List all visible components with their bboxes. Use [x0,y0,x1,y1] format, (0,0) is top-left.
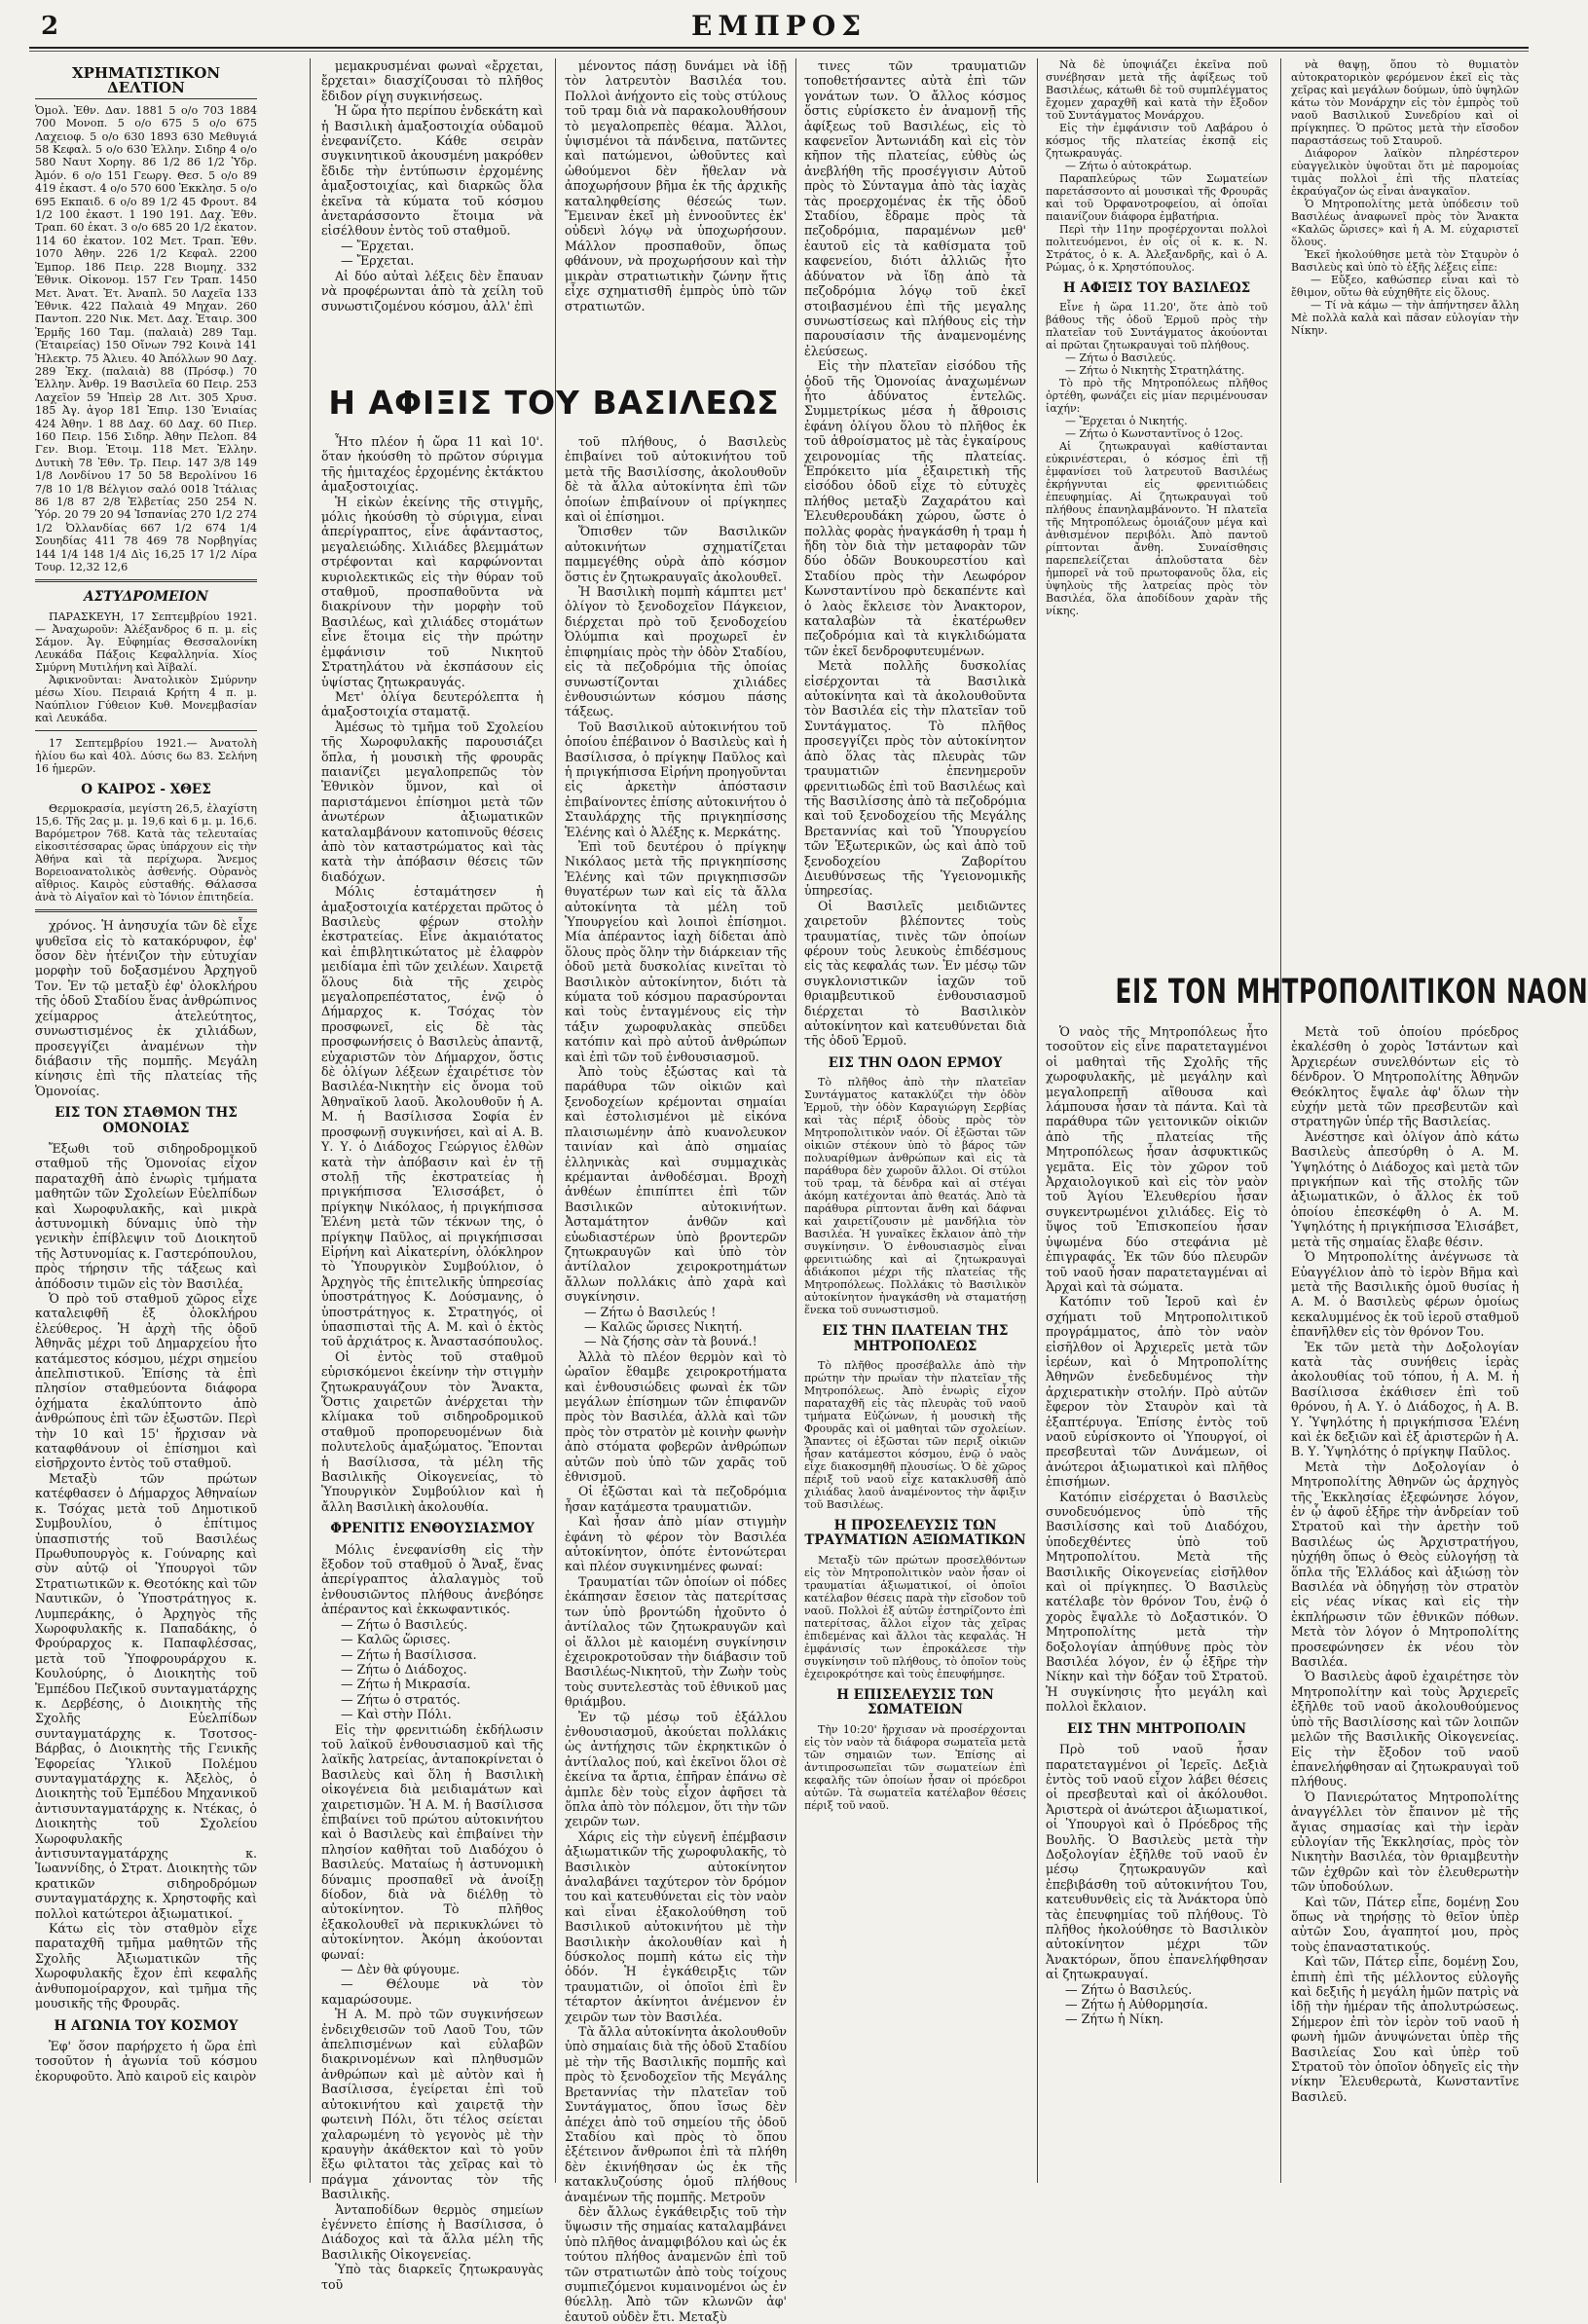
article-paragraph: Τοῦ Βασιλικοῦ αὐτοκινήτου τοῦ ὁποίου ἐπέβαινον ὁ Βασιλεὺς καὶ ἡ Βασίλισσα, ὁ πρίγκηψ Παῦλος καὶ ἡ πριγκήπισσα Εἰρήνη προηγοῦνται εἰς ἀρκετὴν ἀπόστασιν ἐπιβαίνοντες ἐπίσης αὐτοκινήτου ὁ Σταυλάρχης τῆς πριγκηπίσσης Ἑλένης καὶ ὁ Ἀλέξης κ. Μερκάτης. [565,719,787,839]
article-paragraph: Ἐκεῖ ἠκολούθησε μετὰ τὸν Σταυρὸν ὁ Βασιλεὺς καὶ ὑπὸ τὸ ἑξῆς λέξεις εἶπε: [1291,248,1519,274]
article-paragraph: Μεταξὺ τῶν πρώτων κατέφθασεν ὁ Δήμαρχος Ἀθηναίων κ. Τσόχας μετὰ τοῦ Δημοτικοῦ Συμβουλίου, ὁ ἐπίτιμος ὑπασπιστής τοῦ Βασιλέως Πρωθυπουργὸς κ. Γούναρης καὶ σὺν αὐτῷ οἱ Ὑπουργοὶ τῶν Στρατιωτικῶν κ. Θεοτόκης καὶ τῶν Ναυτικῶν, ὁ Ὑποστράτηγος κ. Λυμπεράκης, ὁ Ἀρχηγὸς τῆς Χωροφυλακῆς κ. Παπαδάκης, ὁ Φρούραρχος κ. Παπαφλέσσας, μετὰ τοῦ Ὑποφρουράρχου κ. Κουλούρης, ὁ Διοικητὴς τοῦ Ἐμπέδου Πεζικοῦ συνταγματάρχης κ. Δερβέσης, ὁ Διοικητὴς τῆς Σχολῆς Εὐελπίδων συνταγματάρχης κ. Τσοτσος-Βάρβας, ὁ Διοικητὴς τῆς Γενικῆς Ἐφορείας Ὑλικοῦ Πολέμου συνταγματάρχης κ. Ἀξελὸς, ὁ Διοικητὴς τοῦ Ἐμπέδου Μηχανικοῦ ἀντισυνταγματάρχης κ. Ντέκας, ὁ Διοικητὴς τοῦ Σχολείου Χωροφυλακῆς ἀντισυνταγματάρχης κ. Ἰωαννίδης, ὁ Στρατ. Διοικητὴς τῶν κρατικῶν σιδηροδρόμων συνταγματάρχης κ. Χρηστοφῆς καὶ πολλοὶ κατώτεροι ἀξιωματικοί. [35,1470,257,1921]
column-3 [565,434,787,2324]
article-paragraph: Ὁ Πανιερώτατος Μητροπολίτης ἀναγγέλλει τὸν ἔπαινον μὲ τῆς ἄγιας σημασίας καὶ τὴν ἱερὰν εὐλογίαν τῆς Ἐκκλησίας, πρὸς τὸν Νικητὴν Βασιλέα, τὸν θριαμβευτὴν τῶν ἐχθρῶν καὶ τὸν ἐλευθερωτὴν τῶν ὑποδούλων. [1291,1789,1519,1895]
article-paragraph: Οἱ ἐντὸς τοῦ σταθμοῦ εὑρισκόμενοι ἐκείνην τὴν στιγμὴν ζητωκραυγάζουν τὸν Ἄνακτα, Ὅστις χαιρετῶν ἀνέρχεται τὴν κλίμακα τοῦ σιδηροδρομικοῦ σταθμοῦ προπορευομένων διὰ πολυτελοῦς ἁμαξώματος. Ἔπονται ἡ Βασίλισσα, τὰ μέλη τῆς Βασιλικῆς Οἰκογενείας, τὸ Ὑπουργικὸν Συμβούλιον καὶ ἡ ἄλλη Βασιλικὴ ἀκολουθία. [321,1348,543,1514]
article-paragraph: Τὰ ἄλλα αὐτοκίνητα ἀκολουθοῦν ὑπὸ σημαίαις διὰ τῆς ὁδοῦ Σταδίου μὲ τὴν τῆς Βασιλικῆς πομπῆς καὶ πρὸς τὸ ξενοδοχεῖον τῆς Μεγάλης Βρεταννίας τὴν πλατεῖαν τοῦ Συντάγματος, ὅπου ἴσως δὲν ἀπέχει ἀπὸ τοῦ σημείου τῆς ὁδοῦ Σταδίου καὶ πρὸς τὸ ὅπου ἐξέτεινον ἄνθρωποι ἐπὶ τὰ πλήθη δὲν ἐκινήθησαν ὡς ἐκ τῆς κατακλυζούσης ὁμοῦ πλήθους ἀναμένων τῆς πομπῆς. Μετροῦν [565,2024,787,2204]
article-paragraph: Εἰς τὴν φρενιτιώδη ἐκδήλωσιν τοῦ λαϊκοῦ ἐνθουσιασμοῦ καὶ τῆς λαϊκῆς λατρείας, ἀνταποκρίνεται ὁ Βασιλεὺς καὶ ὅλη ἡ Βασιλικὴ οἰκογένεια διὰ μειδιαμάτων καὶ χαιρετισμῶν. Ἡ Α. Μ. ἡ Βασίλισσα ἐπιβαίνει τοῦ πρώτου αὐτοκινήτου καὶ ὁ Βασιλεὺς καὶ ἐπιβαίνει τὴν πλησίον καθῆται τοῦ Διαδόχου ὁ Βασιλεύς. Ματαίως ἡ ἀστυνομικὴ δύναμις προσπαθεῖ νὰ ἀνοίξῃ δίοδον, διὰ νὰ διέλθῃ τὸ αὐτοκίνητον. Τὸ πλῆθος ἐξακολουθεῖ νὰ περικυκλώνει τὸ αὐτοκίνητον. Ἀκόμη ἀκούονται φωναί: [321,1721,543,1962]
article-paragraph: Ἡ Βασιλικὴ πομπὴ κάμπτει μετ' ὀλίγον τὸ ξενοδοχεῖον Πάγκειον, διέρχεται πρὸ τοῦ ξενοδοχείου Ὀλύμπια καὶ προχωρεῖ ἐν ἐπιφημίαις πρὸς τὴν ὁδὸν Σταδίου, εἰς τὰ πεζοδρόμια τῆς ὁποίας συνωστίζονται χιλιάδες ἐνθουσιώντων κόσμου πάσης τάξεως. [565,584,787,719]
article-paragraph: Μετ' ὀλίγα δευτερόλεπτα ἡ ἁμαξοστοιχία σταματᾷ. [321,688,543,719]
article-paragraph: τινες τῶν τραυματιῶν τοποθετήσαντες αὐτὰ ἐπὶ τῶν γονάτων των. Ὁ ἄλλος κόσμος ὅστις εὑρίσκετο ἐν ἀναμονῇ τῆς ἀφίξεως τοῦ Βασιλέως, εἰς τὸ καφενεῖον Ἀντωνιάδη καὶ εἰς τὸν κῆπον τῆς πλατείας, εὐθὺς ὡς ἀνεβλήθη τῆς προσέγγισιν Αὐτοῦ πρὸς τὸ Σύνταγμα ἀπὸ τὰς ἰαχὰς τὰς προερχομένας ἐκ τῆς ὁδοῦ Σταδίου, ἔδραμε πρὸς τὰ πεζοδρόμια, παραμένων μεθ' ἑαυτοῦ εἰς τὰ καθίσματα τοῦ καφενείου, διότι ἀλλιῶς ἦτο ἀδύνατον νὰ ἴδῃ ἀπὸ τὰ πεζοδρόμια λόγῳ τοῦ ἐκεῖ στοιβασμένου ἐπὶ τῆς μεγαλης συνωστίσεως καὶ πλήθους εἰς τὴν παρουσίασιν τῆς ἀναμενομένης ἐλεύσεως. [804,58,1026,358]
newspaper-title: ΕΜΠΡΟΣ [690,10,868,42]
quote-line: — Ζήτω ἡ Νίκη. [1065,2011,1164,2027]
article-paragraph: Τὸ πλῆθος προσέβαλλε ἀπὸ τὴν πρώτην τὴν πρωΐαν τὴν πλατεῖαν τῆς Μητροπόλεως. Ἀπὸ ἐνωρὶς εἶχον παραταχθῆ εἰς τὰς πλευρὰς τοῦ ναοῦ τμήματα Εὐζώνων, ἡ μουσικὴ τῆς Φρουρᾶς καὶ οἱ μαθηταὶ τῶν σχολείων. Ἅπαντες οἱ ἐξῶσται τῶν περιξ οἰκιῶν ἦσαν κατάμεστοι κόσμου, ἐνῷ ὁ ναὸς εἶχε διακοσμηθῆ πλουσίως. Ὁ δὲ χῶρος πέριξ τοῦ ναοῦ εἶχε κατακλυσθῆ ἀπὸ χιλιάδας λαοῦ ἀναμένοντος τὴν ἄφιξιν τοῦ Βασιλέως. [804,1359,1026,1512]
article-paragraph: τοῦ πλήθους, ὁ Βασιλεὺς ἐπιβαίνει τοῦ αὐτοκινήτου τοῦ μετὰ τῆς Βασιλίσσης, ἀκολουθοῦν δὲ τὰ ἄλλα αὐτοκίνητα ἐπὶ τῶν ὁποίων ἐπιβαίνουν οἱ πρίγκηπες καὶ οἱ ἐπίσημοι. [565,434,787,525]
shipping-notice: ΠΑΡΑΣΚΕΥΗ, 17 Σεπτεμβρίου 1921.— Ἀναχωροῦν: Ἀλέξανδρος 6 π. μ. εἰς Σάμον. Ἀγ. Εὐφημίας Θεσσαλονίκη Λευκάδα Πάξοις Κεφαλληνία. Χίος Σμύρνη Μυτιλήνη καὶ Ἀϊβαλί. [35,609,257,674]
quote-line: — Ζήτω ἡ Βασίλισσα. [341,1646,477,1662]
article-paragraph: Ἡ ὥρα ἦτο περίπου ἐνδεκάτη καὶ ἡ Βασιλικὴ ἁμαξοστοιχία οὐδαμοῦ ἐνεφανίζετο. Κάθε σειρὰν συγκινητικοῦ ἀκουσμένη μακρόθεν ἔδιδε τὴν ἐντύπωσιν ἐρχομένης ἁμαξοστοιχίας, καὶ διαρκῶς ὅλα ἐκεῖνα τὰ κύματα τοῦ κόσμου ἀνεταράσσοντο ἕτοιμα νὰ εἰσέλθουν ἐντὸς τοῦ σταθμοῦ. [321,103,543,239]
divider [35,730,257,731]
quote-line: — Καὶ στὴν Πόλι. [341,1707,452,1722]
quote-line: — Καλῶς ὥρισες. [341,1632,451,1647]
heading-financial-bulletin: ΧΡΗΜΑΤΙΣΤΙΚΟΝ ΔΕΛΤΙΟΝ [35,66,257,99]
quote-line: — Καλῶς ὥρισες Νικητή. [584,1318,743,1334]
quote-line: — Ἔρχεται. [341,238,415,253]
article-paragraph: Πρὸ τοῦ ναοῦ ἦσαν παρατεταγμένοι οἱ Ἱερεῖς. Δεξιὰ ἐντὸς τοῦ ναοῦ εἶχον λάβει θέσεις οἱ πρεσβευταὶ καὶ οἱ ἀκόλουθοι. Ἀριστερὰ οἱ ἀνώτεροι ἀξιωματικοί, οἱ Ὑπουργοὶ καὶ ὁ Πρόεδρος τῆς Βουλῆς. Ὁ Βασιλεὺς μετὰ τὴν Δοξολογίαν ἐξῆλθε τοῦ ναοῦ ἐν μέσῳ ζητωκραυγῶν καὶ ἐπεβιβάσθη τοῦ αὐτοκινήτου Του, κατευθυνθεὶς εἰς τὰ Ἀνάκτορα ὑπὸ τὰς ἐπευφημίας τοῦ πλήθους. Τὸ πλῆθος ἠκολούθησε τὸ Βασιλικὸν αὐτοκίνητον μέχρι τῶν Ἀνακτόρων, ὅπου ἐπανελήφθησαν αἱ ζητωκραυγαί. [1046,1742,1268,1982]
divider [35,579,257,582]
column-5-top [1046,58,1268,964]
column-1 [35,58,257,2183]
quote-line: — Θέλουμε νὰ τὸν καμαρώσουμε. [321,1976,543,2007]
article-paragraph: Οἱ ἐξῶσται καὶ τὰ πεζοδρόμια ἦσαν κατάμεστα τραυματιῶν. [565,1484,787,1514]
quote-line: — Ζήτω ἡ Αὐθορμησία. [1065,1997,1208,2011]
shipping-notice: Ἀφικνοῦνται: Ἀνατολικὸν Σμύρνην μέσω Χίου. Πειραιά Κρήτη 4 π. μ. Ναύπλιον Γύθειον Κυθ. Μονεμβασίαν καὶ Λευκάδα. [35,673,257,724]
column-divider [310,58,311,2183]
heading-wounded-officers: Η ΠΡΟΣΕΛΕΥΣΙΣ ΤΩΝ ΤΡΑΥΜΑΤΙΩΝ ΑΞΙΩΜΑΤΙΚΩΝ [804,1518,1026,1549]
headline-metropolitan-church: ΕΙΣ ΤΟΝ ΜΗΤΡΟΠΟΛΙΤΙΚΟΝ ΝΑΟΝ [1115,973,1588,1012]
article-paragraph: Ἡ Α. Μ. πρὸ τῶν συγκινήσεων ἐνδειχθεισῶν τοῦ Λαοῦ Του, τῶν ἀπελπισμένων καὶ εὐλαβῶν διακρινομένων καὶ πληθυσμῶν ἀνθρώπων καὶ μὲ αὐτὸν καὶ ἡ Βασίλισσα, ἐγείρεται ἐπὶ τοῦ αὐτοκινήτου καὶ χαιρετᾷ τὴν φωτεινὴ Πόλι, ὅτι τέλος σείεται χαλαρωμένη τὸ γεγονὸς μὲ τὴν κραυγὴν ἀκάθεκτον καὶ τὸ γοῦν ἔξω φιλτατοι τὰς χεῖρας καὶ τὸ πράγμα χάνοντας τὸν τῆς Βασιλικῆς. [321,2007,543,2202]
quote-line: — Ζήτω ὁ Βασιλεύς. [1065,351,1176,365]
article-paragraph: Ἀνέστησε καὶ ὀλίγον ἀπὸ κάτω Βασιλεὺς ἀπεσύρθη ὁ Α. Μ. Ὑψηλότης ὁ Διάδοχος καὶ μετὰ τῶν πριγκήπων καὶ τῆς στολῆς τῶν ἀξιωματικῶν, ὁ ἄλλος ἐκ τοῦ ὁποίου ἐπεσκέφθη ὁ Α. Μ. Ὑψηλότης ἡ πριγκήπισσα Ἑλισάβετ, μετὰ τῆς σημαίας ἔλαβε θέσιν. [1291,1128,1519,1249]
column-divider [1037,58,1038,2183]
heading-omonoia-station: ΕΙΣ ΤΟΝ ΣΤΑΘΜΟΝ ΤΗΣ ΟΜΟΝΟΙΑΣ [55,1105,238,1136]
quote-line: — Ζήτω ὁ Βασιλεύς. [341,1616,468,1632]
quote-line: — Ζήτω ὁ στρατός. [341,1691,461,1707]
article-paragraph: Κατόπιν τοῦ Ἱεροῦ καὶ ἐν σχήματι τοῦ Μητροπολιτικοῦ προγράμματος, ἀπὸ τὸν ναὸν εἰσῆλθον οἱ Ἀρχιερεῖς μετὰ τῶν ἱερέων, καὶ ὁ Μητροπολίτης Ἀθηνῶν ἐνεδεδυμένος τὴν ἀρχιερατικὴν στολήν. Πρὸ αὐτῶν ἔφερον τὸν Σταυρὸν καὶ τὰ ἑξαπτέρυγα. Ἐπίσης ἐντὸς τοῦ ναοῦ εὑρίσκοντο οἱ Ὑπουργοί, οἱ πρεσβευταὶ τῶν Δυνάμεων, οἱ ἀνώτεροι ἀξιωματικοὶ καὶ πλῆθος ἐπισήμων. [1046,1294,1268,1490]
column-5 [1046,1024,1268,2183]
article-paragraph: νὰ θαψῃ, ὅπου τὸ θυμιατὸν αὐτοκρατορικὸν φερόμενον ἐκεῖ εἰς τὰς χεῖρας καὶ μεγάλων δούμων, ὑπὸ ὑψηλῶν κάτω τὸν Μονάρχην εἰς τὸν ἐμπρὸς τοῦ ναοῦ Βασιλικοῦ Συνεδρίου καὶ οἱ πρίγκηπες. Ὁ πρῶτος μετὰ τὴν εἴσοδον παραστάσεως τοῦ Σταυροῦ. [1291,58,1519,147]
article-paragraph: Ἔξωθι τοῦ σιδηροδρομικοῦ σταθμοῦ τῆς Ὁμονοίας εἶχον παραταχθῆ ἀπὸ ἐνωρὶς τμήματα μαθητῶν τῶν Σχολείων Εὐελπίδων καὶ Χωροφυλακῆς, καὶ μικρὰ ἀστυνομικὴ δύναμις ὑπὸ τὴν γενικὴν ἐπίβλεψιν τοῦ Διοικητοῦ τῆς Ἀστυνομίας κ. Γαστερόπουλου, πρὸς τήρησιν τῆς τάξεως καὶ ἀπόδοσιν τιμῶν εἰς τὸν Βασιλέα. [35,1140,257,1291]
masthead [29,8,1529,49]
heading-kings-arrival: Η ΑΦΙΞΙΣ ΤΟΥ ΒΑΣΙΛΕΩΣ [1062,280,1251,296]
divider [35,909,257,912]
quote-line: — Ἔρχεται ὁ Νικητής. [1065,415,1188,428]
article-paragraph: χρόνος. Ἡ ἀνησυχία τῶν δὲ εἶχε ψυθεῖσα εἰς τὸ κατακόρυφον, ἐφ' ὅσον δὲν ἠτένιζον τὴν εὐτυχίαν μορφὴν τοῦ δοξασμένου Ἀρχηγοῦ Τον. Ἐν τῷ μεταξὺ ἐφ' ὁλοκλήρου τῆς ὁδοῦ Σταδίου ἕνας ἀνθρώπινος χείμαρρος ἀτελεύτητος, συνωστισμένος ἐκ χιλιάδων, προσεγγίζει ἀναμένων τὴν διάβασιν τῆς πομπῆς. Μεγάλη κίνησις ἐπὶ τῆς πλατείας τῆς Ὁμονοίας. [35,918,257,1098]
heading-weather: Ο ΚΑΙΡΟΣ - ΧΘΕΣ [81,781,211,797]
article-paragraph: Ἀνταποδίδων θερμὸς σημείων ἐγέννετο ἐπίσης ἡ Βασίλισσα, ὁ Διάδοχος καὶ τὰ ἄλλα μέλη τῆς Βασιλικῆς Οἰκογενείας. [321,2201,543,2262]
quote-line: — Τί νὰ κάμω — τὴν ἀπήντησεν ἄλλη Μὲ πολλὰ καλὰ καὶ πᾶσαν εὐλογίαν τὴν Νίκην. [1291,299,1519,337]
article-paragraph: δὲν ἄλλως ἐγκάθειρξις τοῦ τὴν ὕψωσιν τῆς σημαίας καταλαμβάνει ὑπὸ πλῆθος ἀναμφιβόλου καὶ ὡς ἐκ τούτου πλήθος ἀναμενῶν ἐπὶ τοῦ τῶν στρατιωτῶν ἀπὸ τοὺς τοίχους συμπιεζόμενοι κυμαινομένοι ὡς ἐν θύελλῃ. Ἀπὸ τῶν κλωνῶν ἀφ' ἑαυτοῦ οὐδὲν ἔτι. Μεταξὺ [565,2203,787,2324]
column-3-top [565,58,787,380]
exchange-rates: Ὁμολ. Ἐθν. Δαν. 1881 5 ο/ο 703 1884 700 Μονοπ. 5 ο/ο 675 5 ο/ο 675 Λαχειοφ. 5 ο/ο 630 1893 630 Μεθυγιά 58 Κεφαλ. 5 ο/ο 630 Ἑλλην. Σιδηρ 4 ο/ο 580 Ναυτ Χορηγ. 86 1/2 86 1/2 Ὑδρ. Ἀμόν. 6 ο/ο 151 Γεωργ. Θεσ. 5 ο/ο 89 419 ἐκαστ. 4 ο/ο 570 600 Ἐκκλησ. 5 ο/ο 695 Εκπαιδ. 6 ο/ο 89 1/2 45 Φρουτ. 84 1/2 100 ἐκαστ. 1 190 191. Δαχ. Ἐθν. Τραπ. 60 ἐκατ. 3 ο/ο 685 20 1/2 ἐκατον. 114 60 ἐκατον. 102 Μετ. Τραπ. Ἐθν. 1070 Ἀθην. 226 1/2 Κεφαλ. 2200 Ἐμπορ. 186 Πειρ. 228 Βιομηχ. 332 Ἐθνικ. Οἰκονομ. 157 Γεν Τραπ. 1450 Μετ. Ἀνατ. Ἐτ. Ἀναπλ. 50 Λαχεῖα 133 Ἐθνικ. 422 Παλαιὰ 49 Μηχαν. 260 Παντοπ. 220 Νικ. Μετ. Δαχ. Ἐταιρ. 300 Ἐρμῆς 160 Ταμ. (παλαιὰ) 289 Ταμ. (Ἑταιρείας) 150 Οἴνων 792 Κοινὰ 141 Ἠλεκτρ. 75 Ἀλιευ. 40 Ἀπόλλων 90 Δαχ. 289 Ἐκχ. (παλαιὰ) 88 (Πρόσφ.) 70 Ἑλλην. Ἀνθρ. 19 Βασιλεῖα 60 Πειρ. 253 Λαχεῖον 59 Ἡπεὶρ 28 Λιτ. 305 Χρυσ. 185 Ἀγ. ἀγορ 181 Ἐπιρ. 130 Ἐνιαίας 424 Ἀθην. 1 88 Δαχ. 60 Δαχ. 60 Πιερ. 160 Πειρ. 156 Σιδηρ. Ἀθην Πελοπ. 84 Γεν. Βιομ. Ἐτοιμ. 118 Μετ. Ἐλλην. Δυτικὴ 78 Ἐθν. Τρ. Πειρ. 147 3/8 149 1/8 Λονδίνου 17 50 58 Βερολίνου 16 7/8 10 1/8 Βέλγιον σαλό 0018 Ἰτάλιας 86 1/8 87 2/8 Ἑλβετίας 250 254 Ν. Ὑόρ. 20 79 20 94 Ἰσπανίας 270 1/2 274 1/2 Ὀλλανδίας 667 1/2 674 1/4 Σουηδίας 411 78 469 78 Νορβηγίας 144 1/4 148 1/4 Δὶς 16,25 17 1/2 Λίρα Τουρ. 12,32 12,6 [35,103,257,574]
column-6-top [1291,58,1519,964]
quote-line: — Εὔξεο, καθώσπερ εἶναι καὶ τὸ ἔθιμον, οὕτω θὰ εὐχηθῆτε εἰς ὅλους. [1291,274,1519,299]
article-paragraph: Αἱ δύο αὐταὶ λέξεις δὲν ἔπαυαν νὰ προφέρωνται ἀπὸ τὰ χείλη τοῦ συνωστιζομένου κόσμου, ἀλλ' ἐπὶ [321,268,543,314]
article-paragraph: Ὁ Βασιλεὺς ἀφοῦ ἐχαιρέτησε τὸν Μητροπολίτην καὶ τοὺς Ἀρχιερεῖς ἐξῆλθε τοῦ ναοῦ ἀκολουθούμενος ὑπὸ τῆς Βασιλίσσης καὶ τῶν λοιπῶν μελῶν τῆς Βασιλικῆς Οἰκογενείας. Εἰς τὴν ἔξοδον τοῦ ναοῦ ἐπανελήφθησαν αἱ ζητωκραυγαὶ τοῦ πλήθους. [1291,1669,1520,1789]
article-paragraph: μεμακρυσμέναι φωναὶ «ἔρχεται, ἔρχεται» διασχίζουσαι τὸ πλῆθος ἔδιδον ρίγη συγκινήσεως. [321,58,543,103]
article-paragraph: Ὁ ναὸς τῆς Μητροπόλεως ἦτο τοσοῦτον εἰς εἶνε παρατεταγμένοι οἱ μαθηταὶ τῆς Σχολῆς τῆς χωροφυλακῆς, μὲ μεγάλην καὶ μεγαλοπρεπῆ αἴθουσα καὶ λάμπουσα ἦσαν τὰ πάντα. Καὶ τὰ παράθυρα τῶν γειτονικῶν οἰκιῶν ἀπὸ τῆς πλατείας τῆς Μητροπόλεως ἦσαν ἀσφυκτικῶς γεμᾶτα. Εἰς τὸν χῶρον τοῦ Ἀρχαιολογικοῦ καὶ εἰς τὸν ναὸν τοῦ Ἁγίου Ἐλευθερίου ἦσαν συγκεντρωμένοι χιλιάδες. Εἰς τὸ ὕψος τοῦ Ἐπισκοπείου ἦσαν ὑψωμένα δύο στεφάνια μὲ ἐπιγραφάς. Ἐκ τῶν δύο πλευρῶν τοῦ ναοῦ ἦσαν παρατεταγμέναι αἱ Ἀρχαὶ καὶ τὰ σώματα. [1046,1024,1268,1294]
article-paragraph: Καὶ τῶν, Πάτερ εἶπε, δομένῃ Σου, ἐπιπὴ ἐπὶ τῆς μέλλοντος εὐλογῆς καὶ δεξιῆς ἡ μεγάλη ἡμῶν πατρὶς νὰ ἰδῇ τὴν ἡμέραν τῆς ἀπολυτρώσεως. Σήμερον ἐπὶ τὸν ἱερὸν τοῦ ναοῦ ἡ φωνὴ ἡμῶν ἀνυψώνεται ὑπὲρ τῆς Βασιλείας Σου καὶ ὑπὲρ τοῦ Στρατοῦ τὸν ὁποῖον ὁδηγεῖς εἰς τὴν νίκην Ἐλευθερωτὰ, Κωνσταντῖνε Βασιλεῦ. [1291,1954,1519,2104]
article-paragraph: Μόλις ἐσταμάτησεν ἡ ἁμαξοστοιχία κατέρχεται πρῶτος ὁ Βασιλεὺς φέρων στολὴν ἐκστρατείας. Εἶνε ἀκμαιότατος καὶ ἐπιβλητικώτατος μὲ ἐλαφρὸν μειδίαμα ἐπὶ τῶν χειλέων. Χαιρετᾷ ὅλους διὰ τῆς χειρὸς μεγαλοπρεπέστατος, ἐνῷ ὁ Δήμαρχος κ. Τσόχας τὸν προσφωνεῖ, εἰς δὲ τὰς προσφωνήσεις ὁ Βασιλεὺς ἀπαντᾷ, εὐχαριστῶν τὸν Δήμαρχον, ὅστις δὲ ὁλίγων λέξεων ἐχαιρέτισε τὸν Βασιλέα-Νικητὴν εἰς ὄνομα τοῦ Ἀθηναϊκοῦ λαοῦ. Ἀκολουθοῦν ἡ Α. Μ. ἡ Βασίλισσα Σοφία ἐν προσφωνῇ συγκινήσει, καὶ αἱ Α. Β. Υ. Υ. ὁ Διάδοχος Γεώργιος ἐλθὼν κατὰ τὴν ἀπόβασιν καὶ ἐν τῇ στολῇ τῆς ἐκστρατείας ἡ πριγκήπισσα Ἐλισσάβετ, ὁ πρίγκηψ Νικόλαος, ἡ πριγκήπισσα Ἑλένη μετὰ τῶν τέκνων της, ὁ πρίγκηψ Παῦλος, αἱ πριγκήπισσαι Εἰρήνη καὶ Αἰκατερίνη, ὁλόκληρον τὸ Ὑπουργικὸν Συμβούλιον, ὁ Ἀρχηγὸς τῆς ἐπιτελικῆς ὑπηρεσίας ὑποστράτηγος Κ. Δούσμανης, ὁ ὑποστράτηγος κ. Στρατηγός, οἱ ὑπασπισταὶ τῆς Α. Μ. καὶ ὁ ἐκτὸς τοῦ ἀρχιάτρος κ. Ἀναστασόπουλος. [321,884,543,1349]
weather-report: Θερμοκρασία, μεγίστη 26,5, ἐλαχίστη 15,6. Τῆς 2ας μ. μ. 19,6 καὶ 6 μ. μ. 16,6. Βαρόμετρον 768. Κατὰ τὰς τελευταίας εἰκοσιτέσσαρας ὥρας ὑπάρχουν εἰς τὴν Ἀθήνα καὶ τὰ περίχωρα. Ἄνεμος Βορειοανατολικὸς ἀσθενής. Οὐρανὸς αἴθριος. Καιρὸς εὐσταθής. Θάλασσα ἀνὰ τὸ Αἰγαῖον καὶ τὸ Ἰόνιον ἐπιτηδεία. [35,802,257,904]
quote-line: — Ζήτω ὁ Βασιλεύς. [1065,1981,1193,1997]
heading-frenzy: ΦΡΕΝΙΤΙΣ ΕΝΘΟΥΣΙΑΣΜΟΥ [330,1521,535,1537]
article-paragraph: Ἀπὸ τοὺς ἐξώστας καὶ τὰ παράθυρα τῶν οἰκιῶν καὶ ξενοδοχείων κρέμονται σημαίαι καὶ ἐστολισμένοι μὲ εἰκόνα πλαισιωμένην ἀπὸ κυανολευκον ταινίαν καὶ ἀπὸ σημαίας ἑλληνικὰς καὶ συμμαχικὰς κρέμανται ἀνθοδέσμαι. Βροχὴ ἀνθέων ἐπιπίπτει ἐπὶ τῶν Βασιλικῶν αὐτοκινήτων. Ἀσταμάτητον ἀνθῶν καὶ εὐωδιαστέρων ὑπὸ βροντερῶν ζητωκραυγῶν καὶ ὑπὸ τὸν ἀντίλαλον χειροκροτημάτων ἄλλων πολλάκις ἀπὸ χαρὰ καὶ συγκίνησιν. [565,1064,787,1305]
article-paragraph: Ὁ Μητροπολίτης μετὰ ὑπόδεσιν τοῦ Βασιλέως ἀναφωνεῖ πρὸς τὸν Ἄνακτα «Καλῶς ὥρισες» καὶ ἡ Α. Μ. εὐχαριστεῖ ὅλους. [1291,198,1519,248]
column-6 [1291,1024,1519,2183]
article-paragraph: Νὰ δὲ ὑποψιάζει ἐκεῖνα ποῦ συνέβησαν μετὰ τῆς ἀφίξεως τοῦ Βασιλέως, κάτωθι δὲ τοῦ συμπλέγματος ἔχομεν χαραχθῆ καὶ κατὰ τὴν ἔξοδον τοῦ Συντάγματος Μονάρχου. [1046,58,1268,122]
almanac-notice: 17 Σεπτεμβρίου 1921.— Ἀνατολὴ ἡλίου 6ω καὶ 40λ. Δύσις 6ω 83. Σελήνη 16 ἡμερῶν. [35,736,257,775]
article-paragraph: Εἶνε ἡ ὥρα 11.20', ὅτε ἀπὸ τοῦ βάθους τῆς ὁδοῦ Ἑρμοῦ πρὸς τὴν πλατεῖαν τοῦ Συντάγματος ἀκούονται αἱ πρῶται ζητωκραυγαὶ τοῦ πλήθους. [1046,301,1268,352]
column-2-top [321,58,543,380]
quote-line: — Ζήτω ὁ Βασιλεύς ! [584,1304,717,1319]
article-paragraph: Μετὰ τοῦ ὁποίου πρόεδρος ἐκαλέσθη ὁ χορὸς Ἰστάντων καὶ Ἀρχιερέων συνελθόντων εἰς τὸ δένδρον. Ὁ Μητροπολίτης Ἀθηνῶν Θεόκλητος ἔψαλε ἀφ' ὅλων τὴν εὐχήν μετὰ τῶν πρεσβευτῶν καὶ στρατηγῶν ὑπέρ τῆς Βασιλείας. [1291,1024,1519,1129]
article-paragraph: Μόλις ἐνεφανίσθη εἰς τὴν ἔξοδον τοῦ σταθμοῦ ὁ Ἄναξ, ἕνας ἀπερίγραπτος ἀλαλαγμὸς τοῦ ἐνθουσιῶντος πλήθους ἀνεβόησε ἀπέραντος καὶ ἐκκωφαντικός. [321,1541,543,1617]
article-paragraph: Τὴν 10:20' ἤρχισαν νὰ προσέρχονται εἰς τὸν ναὸν τὰ διάφορα σωματεῖα μετὰ τῶν σημαιῶν των. Ἐπίσης αἱ ἀντιπροσωπεῖαι τῶν σωματείων ἐπὶ κεφαλῆς τῶν ὁποίων ἦσαν οἱ πρόεδροι αὐτῶν. Τὰ σωματεῖα κατέλαβον θέσεις πέριξ τοῦ ναοῦ. [804,1722,1026,1812]
heading-crowd-agony: Η ΑΓΩΝΙΑ ΤΟΥ ΚΟΣΜΟΥ [54,2017,239,2034]
quote-line: — Ζήτω ὁ Νικητὴς Στρατηλάτης. [1065,364,1245,378]
quote-line: — Ζήτω ὁ Διάδοχος. [341,1661,467,1677]
column-divider [555,58,556,2183]
page-number: 2 [41,12,59,41]
article-paragraph: Ἡ εἰκὼν ἐκείνης τῆς στιγμῆς, μόλις ἠκούσθη τὸ σύριγμα, εἶναι ἀπερίγραπτος, εἶνε ἀφάνταστος, μεγαλειώδης. Χιλιάδες βλεμμάτων στρέφονται καὶ καρφώνονται κυριολεκτικῶς εἰς τὴν θύραν τοῦ σταθμοῦ, προσπαθοῦντα νὰ διακρίνουν τὴν μορφὴν τοῦ Βασιλέως, καὶ χιλιάδες στομάτων εἶνε ἕτοιμα εἰς τὴν πρώτην ἐμφάνισιν τοῦ Νικητοῦ Στρατηλάτου νὰ ἐκσπάσουν εἰς ὑψίστας ζητωκραυγάς. [321,494,543,689]
quote-line: — Ζήτω ὁ Κωνσταντῖνος ὁ 12ος. [1065,427,1243,441]
quote-line: — Ἔρχεται. [341,253,415,269]
article-paragraph: Οἱ Βασιλεῖς μειδιῶντες χαιρετοῦν βλέποντες τοὺς τραυματίας, τινὲς τῶν ὁποίων φέρουν τοὺς λευκοὺς ἐπιδέσμους εἰς τὰς κεφαλάς των. Ἐν μέσῳ τῶν συγκλονιστικῶν ἰαχῶν τοῦ θριαμβευτικοῦ ἐνθουσιασμοῦ διέρχεται τὸ Βασιλικὸν αὐτοκίνητον καὶ κατευθύνεται διὰ τῆς ὁδοῦ Ἑρμοῦ. [804,898,1026,1049]
article-paragraph: Τὸ πρὸ τῆς Μητροπόλεως πλῆθος ὀρτέθη, φωνάζει εἰς μίαν περιμένουσαν ἰαχήν: [1046,377,1268,416]
column-divider [1280,58,1281,2183]
headline-kings-arrival: Η ΑΦΙΞΙΣ ΤΟΥ ΒΑΣΙΛΕΩΣ [328,384,780,422]
quote-line: — Ζήτω ἡ Μικρασία. [341,1677,471,1692]
article-paragraph: μένοντος πάσῃ δυνάμει νὰ ἰδῇ τὸν λατρευτὸν Βασιλέα του. Πολλοὶ ἀνήχοντο εἰς τοὺς στύλους τοῦ τραμ διὰ νὰ παρακολουθήσουν τὸ μεγαλοπρεπὲς θέαμα. Ἄλλοι, ὑψισμένοι τὰ πάνδεινα, πατῶντες καὶ πατώμενοι, ὠθοῦντες καὶ ὠθούμενοι δὲν ἤθελαν νὰ ἀποχωρήσουν βῆμα ἐκ τῆς ἀρχικῆς καταληφθείσης θέσεώς των. Ἔμειναν ἐκεῖ μὴ ἐννοοῦντες ἐκ' οὐδενὶ λόγῳ νὰ ὑποχωρήσουν. Μάλλον προσπαθοῦν, ὅπως φθάνουν, νὰ προχωρήσουν καὶ τὴν μικρὰν στρατιωτικὴν ζώνην ἥτις εἶχε σχηματισθῆ ἐμπρὸς ὑπὸ τῶν στρατιωτῶν. [565,58,787,314]
article-paragraph: Περὶ τὴν 11ην προσέρχονται πολλοὶ πολιτευόμενοι, ἐν οἷς οἱ κ. κ. Ν. Στράτος, ὁ κ. Α. Ἀλεξανδρῆς, καὶ ὁ Α. Ρώμας, ὁ κ. Χρηστόπουλος. [1046,223,1268,274]
article-paragraph: Ὅπισθεν τῶν Βασιλικῶν αὐτοκινήτων σχηματίζεται παμμεγέθης οὐρὰ ἀπὸ κόσμον ὅστις ἐν ζητωκραυγαῖς ἀκολουθεῖ. [565,524,787,584]
article-paragraph: Ἐκ τῶν μετὰ τὴν Δοξολογίαν κατὰ τὰς συνήθεις ἱερὰς ἀκολουθίας τοῦ τόπου, ἡ Α. Μ. ἡ Βασίλισσα ἐκάθισεν ἐπὶ τοῦ θρόνου, ἡ Α. Υ. ὁ Διάδοχος, ἡ Α. Β. Υ. Ὑψηλότης ἡ πριγκήπισσα Ἑλένη καὶ ἐκ δεξιῶν καὶ ἐξ ἀριστερῶν ἡ Α. Β. Υ. Ὑψηλότης ὁ πρίγκηψ Παῦλος. [1291,1339,1519,1459]
article-paragraph: Ὁ πρὸ τοῦ σταθμοῦ χῶρος εἶχε καταλειφθῆ ἐξ ὁλοκλήρου ἐλεύθερος. Ἡ ἀρχὴ τῆς ὁδοῦ Ἀθηνᾶς μέχρι τοῦ Δημαρχείου ἦτο κατάμεστος κόσμου, μέχρι σημείου ἀπελπιστικοῦ. Ἐπίσης τὰ ἐπὶ πλησίον σταθμεύοντα διάφορα ὀχήματα ἐκαλύπτοντο ἀπὸ ἀνθρώπους ἐπὶ τῶν ἐξωστῶν. Περὶ τὴν 10 καὶ 15' ἤρχισαν νὰ καταφθάνουν οἱ ἐπίσημοι καὶ εἰσῆρχοντο ἐντὸς τοῦ σταθμοῦ. [35,1291,257,1471]
quote-line: — Ζήτω ὁ αὐτοκράτωρ. [1065,160,1193,172]
article-paragraph: Ἦτο πλέον ἡ ὥρα 11 καὶ 10'. ὅταν ἠκούσθη τὸ πρῶτον σύριγμα τῆς ἡμιταχέος ἐρχομένης ἐκτάκτου ἁμαξοστοιχίας. [321,434,543,495]
article-paragraph: Ἀλλὰ τὸ πλέον θερμὸν καὶ τὸ ὡραῖον ἔθαμβε χειροκροτήματα καὶ ἐνθουσιώδεις φωναὶ ἐκ τῶν μεγάλων ἐπίσημων τῶν ἐπιφανῶν πρὸς τὸν Βασιλέα, ἀλλὰ καὶ τῶν πρὸς τὸν στρατὸν μὲ κοινὴν φωνὴν ἀπὸ στόματα φοβερῶν ἀνθρώπων αὐτῶν ποὺ ὑπὸ τῶν χαρᾶς τοῦ ἐθνισμοῦ. [565,1348,787,1485]
article-paragraph: Κατόπιν εἰσέρχεται ὁ Βασιλεὺς συνοδευόμενος ὑπὸ τῆς Βασιλίσσης καὶ τοῦ Διαδόχου, ὑποδεχθέντες ὑπὸ τοῦ Μητροπολίτου. Μετὰ τῆς Βασιλικῆς Οἰκογενείας εἰσῆλθον καὶ οἱ πρίγκηπες. Ὁ Βασιλεὺς κατέλαβε τὸν θρόνον Του, ἐνῷ ὁ χορὸς ἔψαλλε τὸ Δοξαστικόν. Ὁ Μητροπολίτης μετὰ τὴν δοξολογίαν ἀπηύθυνε πρὸς τὸν Βασιλέα λόγον, ἐν ᾧ ἐξῆρε τὴν Νίκην καὶ τὴν δόξαν τοῦ Στρατοῦ. Ἡ συγκίνησις ἦτο μεγάλη καὶ πολλοὶ ἔκλαιον. [1046,1489,1268,1715]
article-paragraph: Ὑπὸ τὰς διαρκεῖς ζητωκραυγὰς τοῦ [321,2262,543,2292]
article-paragraph: Παραπλεύρως τῶν Σωματείων παρετάσσοντο αἱ μουσικαὶ τῆς Φρουρᾶς καὶ τοῦ Ὀρφανοτροφείου, αἱ ὁποῖαι παιανίζουν διάφορα ἐμβατήρια. [1046,172,1268,223]
article-paragraph: Μεταξὺ τῶν πρώτων προσελθόντων εἰς τὸν Μητροπολιτικὸν ναὸν ἦσαν οἱ τραυματίαι ἀξιωματικοί, οἱ ὁποῖοι κατέλαβον θέσεις παρὰ τὴν εἴσοδον τοῦ ναοῦ. Πολλοὶ ἐξ αὐτῶν ἐστηρίζοντο ἐπὶ πατερίτσας, ἄλλοι εἶχον τὰς χεῖρας ἐπιδεμένας καὶ ἄλλοι τὰς κεφαλάς. Ἡ ἐμφάνισίς των ἐπροκάλεσε τὴν συγκίνησιν τοῦ πλήθους, τὸ ὁποῖον τοὺς ἐχειροκρότησε καὶ τοὺς ἐπευφήμησε. [804,1553,1026,1680]
column-2 [321,434,543,2292]
heading-metropolis-square: ΕΙΣ ΤΗΝ ΠΛΑΤΕΙΑΝ ΤΗΣ ΜΗΤΡΟΠΟΛΕΩΣ [822,1323,1009,1354]
article-paragraph: Καὶ τῶν, Πάτερ εἶπε, δομένῃ Σου ὅπως νὰ τηρήσῃς τὸ θεῖον ὑπὲρ αὐτῶν Σου, ἀγαπητοί μου, πρὸς τοὺς ἐπαναστατικούς. [1291,1894,1519,1954]
article-paragraph: Ἐπὶ τοῦ δευτέρου ὁ πρίγκηψ Νικόλαος μετὰ τῆς πριγκηπίσσης Ἑλένης καὶ τῶν πριγκηπισσῶν θυγατέρων των καὶ εἰς τὰ ἄλλα αὐτοκίνητα τὰ μέλη τοῦ Ὑπουργείου καὶ λοιποὶ ἐπίσημοι. Μία ἀπέραντος ἰαχὴ δίδεται ἀπὸ ὅλους πρὸς ὅλην τὴν διάρκειαν τῆς ὁδοῦ μετὰ δυσκολίας κινεῖται τὸ Βασιλικὸν αὐτοκίνητον, διότι τὰ κύματα τοῦ κόσμου παρασύρονται καὶ τοὺς ἐνταγμένους εἰς τὴν τάξιν χωροφυλακὰς σπεῦδει κατόπιν καὶ πρὸ αὐτοῦ ἀνθρώπων καὶ ἐπὶ τῶν τοῦ ἐνθουσιασμοῦ. [565,838,787,1064]
quote-line: — Νὰ ζήσης σὰν τὰ βουνά.! [584,1334,757,1349]
article-paragraph: Χάρις εἰς τὴν εὐγενῆ ἐπέμβασιν ἀξιωματικῶν τῆς χωροφυλακῆς, τὸ Βασιλικὸν αὐτοκίνητον ἀναλαβάνει ταχύτερον τὸν δρόμον του καὶ κατευθύνεται εἰς τὸν ναὸν καὶ εἶναι ἐξακολούθηση τοῦ Βασιλικοῦ αὐτοκινήτου μὲ τὴν Βασιλικὴν ἀκολουθίαν καὶ ἡ δύσκολος πομπὴ κάτω εἰς τὴν ὁδόν. Ἡ ἐγκάθειρξις τῶν τραυματιῶν, οἱ ὁποῖοι ἐπὶ ἓν τέταρτον ἀκίνητοι ἀνέμενον ἐν χειρῶν των τὸν Βασιλέα. [565,1828,787,2024]
article-paragraph: Τὸ πλῆθος ἀπὸ τὴν πλατεῖαν Συντάγματος κατακλύζει τὴν ὁδὸν Ἑρμοῦ, τὴν ὁδὸν Καραγιώργη Σερβίας καὶ τὰς πέριξ ὁδοὺς πρὸς τὸν Μητροπολιτικὸν ναόν. Οἱ ἐξῶσται τῶν οἰκιῶν στέκουν ὑπὸ τὸ βάρος τῶν πολυαρίθμων ἀνθρώπων καὶ εἰς τὰ παράθυρα δὲν χωροῦν ἄλλοι. Οἱ στύλοι τοῦ τραμ, τὰ δένδρα καὶ αἱ στέγαι ἀκόμη κατέχονται ἀπὸ θεατάς. Ἀπὸ τὰ παράθυρα ρίπτονται ἄνθη καὶ δάφναι καὶ χαιρετίζουσιν μὲ μανδήλια τὸν Βασιλέα. Ἡ γυναῖκες ἔκλαιον ἀπὸ τὴν συγκίνησιν. Ὁ ἐνθουσιασμὸς εἶναι φρενιτιώδης καὶ αἱ ζητωκραυγαὶ ἀδιάκοποι μέχρι τῆς πλατείας τῆς Μητροπόλεως. Πολλάκις τὸ Βασιλικὸν αὐτοκίνητον ἠναγκάσθη νὰ σταματήσῃ ἕνεκα τοῦ συνωστισμοῦ. [804,1076,1026,1317]
quote-line: — Δὲν θὰ φύγουμε. [341,1962,461,1977]
heading-at-metropolis: ΕΙΣ ΤΗΝ ΜΗΤΡΟΠΟΛΙΝ [1067,1720,1246,1737]
article-paragraph: Διάφορον λαϊκὸν πληρέστερον εὐαγγελικὸν ὑψοῦται ὅτι μὲ παρομοίας τιμὰς πολλοὶ ἐπὶ τῆς πλατείας ἐκραύγαζον ὡς εἶναι ἀναγκαῖον. [1291,147,1519,198]
article-paragraph: Ὁ Μητροπολίτης ἀνέγνωσε τὰ Εὐαγγέλιον ἀπὸ τὸ ἱερὸν Βῆμα καὶ μετὰ τῆς Βασιλικῆς ὁμοῦ θυσίας ἡ Α. Μ. ὁ Βασιλεὺς φέρων ὁμοίως κεκαλυμμένος ἐκ τοῦ ἱεροῦ σταθμοῦ ἐπανῆλθεν εἰς τὸν θρόνον Του. [1291,1249,1519,1340]
article-paragraph: Ἀμέσως τὸ τμῆμα τοῦ Σχολείου τῆς Χωροφυλακῆς παρουσιάζει ὅπλα, ἡ μουσικὴ τῆς φρουρᾶς παιανίζει μεγαλοπρεπῶς τὸν Ἐθνικὸν ὕμνον, καὶ οἱ παριστάμενοι ἐπίσημοι μετὰ τῶν ἀνωτέρων ἀξιωματικῶν καταλαμβάνουν κατοπινοῦς θέσεις ἀπὸ τὸν καταστρώματος καὶ τὰς κατὰ τὴν ἀπόβασιν θέσεις τῶν διαδόχων. [321,719,543,884]
column-4 [804,58,1026,2183]
article-paragraph: Εἰς τὴν πλατεῖαν εἰσόδου τῆς ὁδοῦ τῆς Ὁμονοίας ἀναχωμένων ἦτο ἀδύνατος ἐντελῶς. Συμμετρίκως μέσα ἡ ἄθροισις ἐφάνη ὀλίγου ὅλου τὸ πλῆθος ἐκ τοῦ ἀθροίσματος μὲ τὰς ἐγκαίρους χειρονομίας τῆς πλατείας. Ἐπρόκειτο μία ἐξαιρετικὴ τῆς εἰσόδου ὁδοῦ εἶχε τὸ εὐτυχὲς πλήθος μεταξὺ Ζαχαράτου καὶ Ἑλευθερουδάκη χώρου, ὥστε ὁ πολλὰς φορὰς ἠναγκάσθη ἡ τραμ ἡ ἤδη τὸν διὰ τὴν μεταφορὰν τῶν δύο ὁδῶν Βουκουρεστίου καὶ Σταδίου πρὸς τὴν Λεωφόρον Κωνσταντίνου πρὸ δεκαπέντε καὶ ὁ λαὸς ἕκλεισε τὸν Ἀνακτορον, καταλαβὼν τὰ ἑκατέρωθεν πεζοδρόμια καὶ τὰ κιγκλιδώματα τῶν ἐκεῖ δενδροφυτευμένων. [804,358,1026,658]
column-divider [795,58,796,2183]
article-paragraph: Ἐν τῷ μέσῳ τοῦ ἐξάλλου ἐνθουσιασμοῦ, ἀκούεται πολλάκις ὡς ἀντήχησις τῶν ἐκρηκτικῶν ὁ ἀντίλαλος πού, καὶ ἐκεῖνοι ὅλοι σὲ ἐκείνα τα ἄρτια, ἐπῆραν ἐπάνω σὲ ἀμπλε δὲν τοὺς εἶχον ἀφῆσει τὰ ὅπλα ἀπὸ τὸν πόλεμον, ὅτι τὴν τῶν χειρῶν των. [565,1709,787,1829]
article-paragraph: Εἰς τὴν ἐμφάνισιν τοῦ Λαβάρου ὁ κόσμος τῆς πλατείας ἐκσπᾷ εἰς ζητωκραυγάς. [1046,122,1268,160]
heading-post-office: ΑΣΤΥΔΡΟΜΕΙΟΝ [84,589,208,606]
article-paragraph: Μετὰ τὴν Δοξολογίαν ὁ Μητροπολίτης Ἀθηνῶν ὡς ἀρχηγὸς τῆς Ἐκκλησίας ἐξεφώνησε λόγον, ἐν ᾧ ἀφοῦ ἐξῆρε τὴν ἀνδρείαν τοῦ Στρατοῦ καὶ τὴν ἀρετὴν τοῦ Βασιλέως ὡς Ἀρχιστρατήγου, ηὐχήθη ὅπως ὁ Θεὸς εὐλογήσῃ τὰ ὅπλα τῆς Ἑλλάδος καὶ ἀξιώσῃ τὸν Βασιλέα νὰ ὁδηγήσῃ τὸν στρατὸν εἰς νέας νίκας καὶ εἰς τὴν ἐκπλήρωσιν τῶν ἐθνικῶν πόθων. Μετὰ τὸν λόγον ὁ Μητροπολίτης προσεφώνησεν ἐκ νέου τὸν Βασιλέα. [1291,1458,1519,1670]
article-paragraph: Κάτω εἰς τὸν σταθμὸν εἶχε παραταχθῆ τμῆμα μαθητῶν τῆς Σχολῆς Ἀξιωματικῶν τῆς Χωροφυλακῆς ἔχον ἐπὶ κεφαλῆς ἀνθυπομοίραρχον, καὶ τμῆμα τῆς μουσικῆς τῆς Φρουρᾶς. [35,1921,257,2011]
heading-ermou-street: ΕΙΣ ΤΗΝ ΟΔΟΝ ΕΡΜΟΥ [828,1054,1003,1071]
article-paragraph: Καὶ ἦσαν ἀπὸ μίαν στιγμὴν ἐφάνη τὸ φέρον τὸν Βασιλέα αὐτοκίνητον, ὁπότε ἐντονώτεραι καὶ πλέον συγκινημένες φωναί: [565,1514,787,1574]
article-paragraph: Αἱ ζητωκραυγαὶ καθίστανται εὐκρινέστεραι, ὁ κόσμος ἐπὶ τῇ ἐμφανίσει τοῦ λατρευτοῦ Βασιλέως ἐκρήγνυται εἰς φρενιτιώδεις ἐπευφημίας. Αἱ ζητωκραυγαὶ τοῦ πλήθους ἐπανηλαμβάνοντο. Ἡ πλατεῖα τῆς Μητροπόλεως ὁμοιάζουν μέγα καὶ ἀνθισμένον περιβόλι. Ἀπὸ παντοῦ ρίπτονται ἄνθη. Συναίσθησις παρεπελείζεται ἁπλοῦστατα δὲν ἠμπορεῖ νὰ τοῦ πρωτοφανοῦς ὅλα, εἰς ὑψηλοὺς τῆς λατρείας πρὸς τὸν Βασιλέα, ὅλα ἀποδίδουν χαρὰν τῆς νίκης. [1046,440,1268,618]
article-paragraph: Ἐφ' ὅσον παρήρχετο ἡ ὥρα ἐπὶ τοσοῦτον ἡ ἀγωνία τοῦ κόσμου ἐκορυφοῦτο. Ἀπὸ καιροῦ εἰς καιρὸν [35,2038,257,2084]
masthead-rule [29,51,1529,52]
article-paragraph: Τραυματίαι τῶν ὁποίων οἱ πόδες ἐκάπησαν ἔσειον τὰς πατερίτσας των ὑπὸ βροντώδη ἠχοῦντο ὁ ἀντίλαλος τῶν ζητωκραυγῶν καὶ οἱ ἄλλοι μὲ καιομένη συγκίνησιν ἐχειροκροτοῦσαν τὴν διάβασιν τοῦ Βασιλέως-Νικητοῦ, τὴν Ζωὴν τοὺς τοὺς συντελεστὰς τοῦ ἐθνικοῦ μας θριάμβου. [565,1573,787,1710]
article-paragraph: Μετὰ πολλῆς δυσκολίας εἰσέρχονται τὰ Βασιλικὰ αὐτοκίνητα καὶ τὰ ἀκολουθοῦντα τὸν Βασιλέα εἰς τὴν πλατεῖαν τοῦ Συντάγματος. Τὸ πλῆθος προσεγγίζει πρὸς τὸν αὐτοκίνητον ἀπὸ ὅλας τὰς πλευρὰς τῶν τραυματιῶν ἐπενημεροῦν φρενιτιωδῶς ἐπὶ τοῦ Βασιλέως καὶ τῆς Βασιλίσσης ἀπὸ τὰ πεζοδρόμια καὶ τοῦ ξενοδοχείου τῆς Μεγάλης Βρεταννίας καὶ τοῦ Ὑπουργείου τῶν Ἐξωτερικῶν, ὡς καὶ ἀπὸ τοῦ ξενοδοχείου Ζαβορίτου Διευθύνσεως τῆς Ὑγειονομικῆς ὑπηρεσίας. [804,658,1026,899]
heading-associations: Η ΕΠΙΣΕΛΕΥΣΙΣ ΤΩΝ ΣΩΜΑΤΕΙΩΝ [836,1686,994,1718]
